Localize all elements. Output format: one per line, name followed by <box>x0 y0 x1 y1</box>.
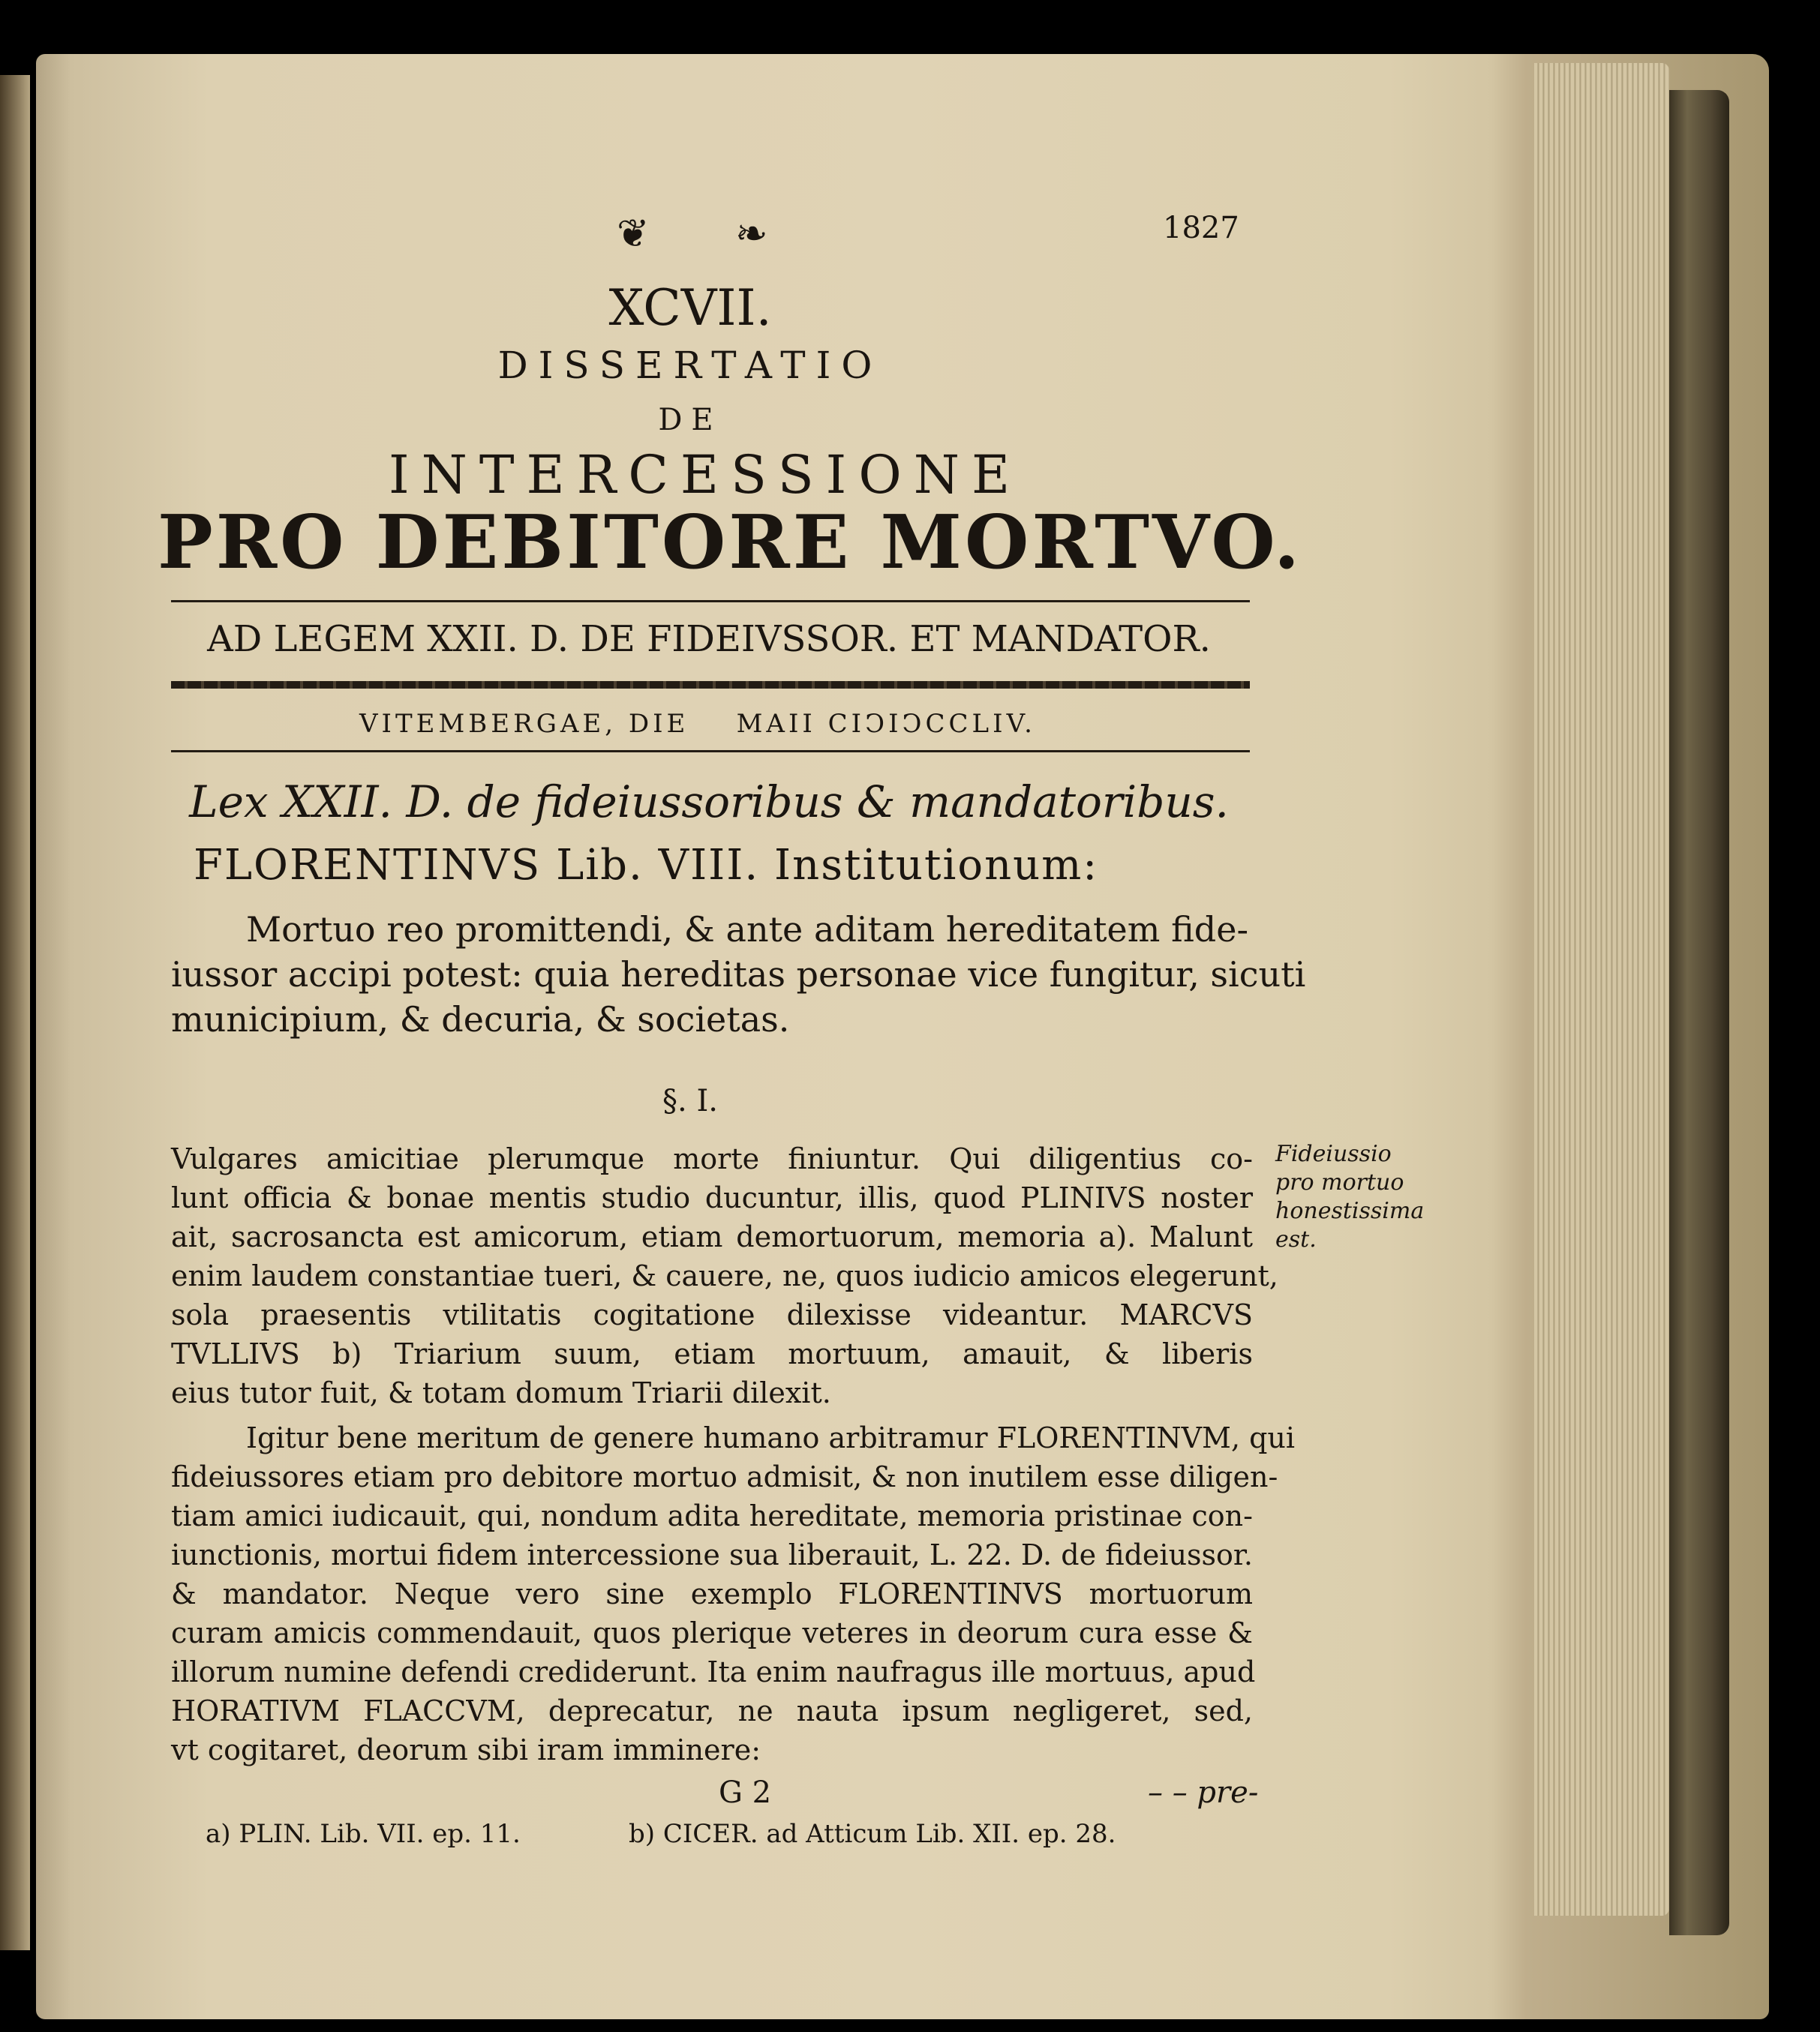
margin-note-line: pro mortuo <box>1275 1169 1404 1196</box>
lex-heading: Lex XXII. D. de fideiussoribus & mandatoribus. <box>189 776 1229 827</box>
paragraph-line: eius tutor fuit, & totam domum Triarii dilexit. <box>171 1376 831 1409</box>
paragraph-line: tiam amici iudicauit, qui, nondum adita hereditate, memoria pristinae con- <box>171 1499 1253 1532</box>
paragraph-line: HORATIVM FLACCVM, deprecatur, ne nauta ipsum negligeret, sed, <box>171 1694 1253 1727</box>
lex-text-line: Mortuo reo promittendi, & ante aditam hereditatem fide- <box>246 909 1248 950</box>
lex-text-line: iussor accipi potest: quia hereditas personae vice fungitur, sicuti <box>171 954 1306 995</box>
paragraph-line: sola praesentis vtilitatis cogitatione dilexisse videantur. MARCVS <box>171 1298 1253 1331</box>
title-line-1: DISSERTATIO <box>497 344 883 387</box>
title-line-3: INTERCESSIONE <box>388 444 1023 506</box>
signature-mark: G 2 <box>719 1775 772 1810</box>
lex-text-line: municipium, & decuria, & societas. <box>171 999 790 1040</box>
ornament-right-icon: ❧ <box>735 212 768 257</box>
rule-2 <box>171 681 1250 689</box>
paragraph-line: iunctionis, mortui fidem intercessione sua liberauit, L. 22. D. de fideiussor. <box>171 1538 1253 1571</box>
paragraph-line: TVLLIVS b) Triarium suum, etiam mortuum, amauit, & liberis <box>171 1337 1253 1370</box>
lex-author-line: FLORENTINVS Lib. VIII. Institutionum: <box>194 841 1099 890</box>
left-page-edge <box>0 75 30 1950</box>
margin-note-line: Fideiussio <box>1275 1141 1392 1167</box>
main-title: PRO DEBITORE MORTVO. <box>158 500 1303 586</box>
paragraph-line: Vulgares amicitiae plerumque morte finiuntur. Qui diligentius co- <box>171 1142 1253 1175</box>
title-line-2: DE <box>658 403 722 437</box>
paragraph-line: fideiussores etiam pro debitore mortuo admisit, & non inutilem esse diligen- <box>171 1460 1278 1493</box>
rule-1 <box>171 600 1250 602</box>
ornament-left-icon: ❦ <box>617 212 650 257</box>
footnote-a: a) PLIN. Lib. VII. ep. 11. <box>206 1819 521 1849</box>
dateline: VITEMBERGAE, DIE MAII CIↃIↃCCLIV. <box>359 709 1036 739</box>
paragraph-line: curam amicis commendauit, quos plerique veteres in deorum cura esse & <box>171 1616 1253 1649</box>
paragraph-line: ait, sacrosancta est amicorum, etiam demortuorum, memoria a). Malunt <box>171 1220 1253 1253</box>
footnote-b: b) CICER. ad Atticum Lib. XII. ep. 28. <box>629 1819 1116 1849</box>
paragraph-line: lunt officia & bonae mentis studio ducuntur, illis, quod PLINIVS noster <box>171 1181 1253 1214</box>
page-number: 1827 <box>1163 211 1239 245</box>
dissertation-number: XCVII. <box>608 279 772 337</box>
paragraph-line: & mandator. Neque vero sine exemplo FLORENTINVS mortuorum <box>171 1577 1253 1610</box>
page-edges <box>1534 63 1669 1916</box>
paragraph-line: illorum numine defendi crediderunt. Ita enim naufragus ille mortuus, apud <box>171 1655 1256 1688</box>
rule-3 <box>171 750 1250 752</box>
paragraph-line: enim laudem constantiae tueri, & cauere, ne, quos iudicio amicos elegerunt, <box>171 1259 1278 1292</box>
catchword: – – pre- <box>1148 1775 1259 1810</box>
paragraph-line: vt cogitaret, deorum sibi iram imminere: <box>171 1733 761 1766</box>
subtitle: AD LEGEM XXII. D. DE FIDEIVSSOR. ET MANDATOR. <box>207 618 1211 660</box>
paragraph-line: Igitur bene meritum de genere humano arbitramur FLORENTINVM, qui <box>246 1421 1296 1454</box>
section-mark: §. I. <box>662 1084 718 1118</box>
margin-note-line: est. <box>1275 1226 1317 1253</box>
book-cover <box>1669 90 1729 1935</box>
margin-note-line: honestissima <box>1275 1198 1425 1224</box>
